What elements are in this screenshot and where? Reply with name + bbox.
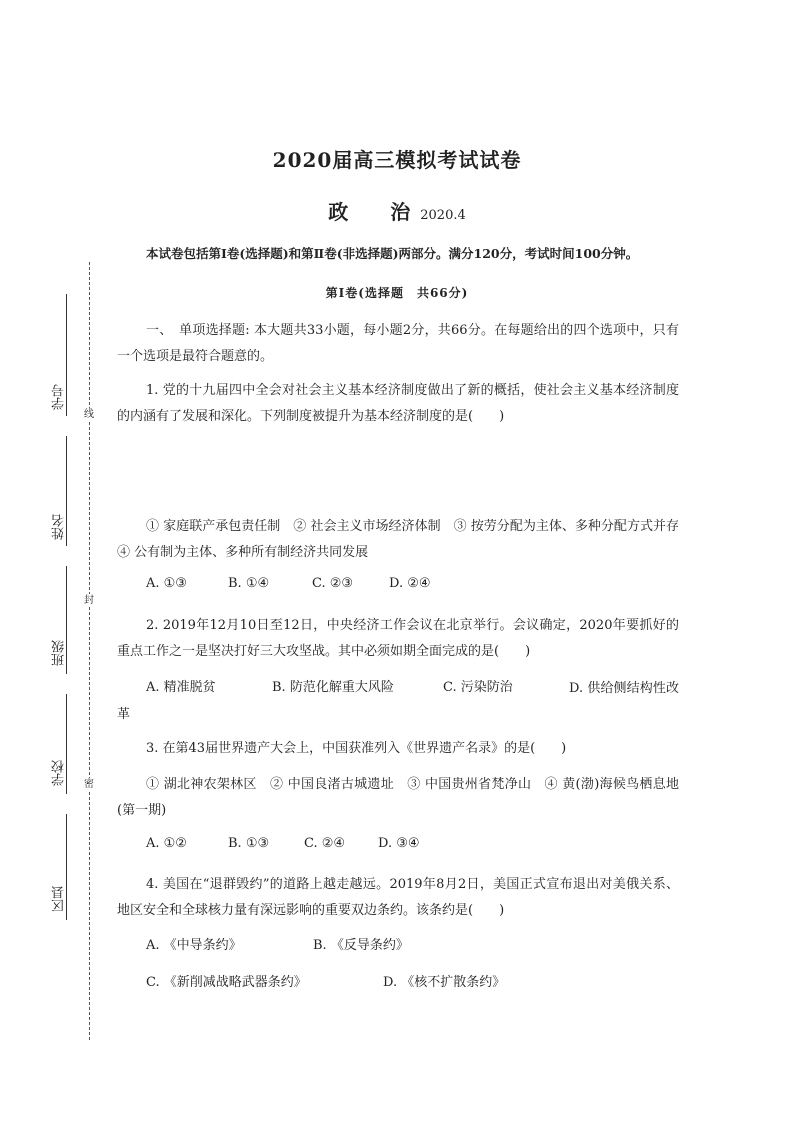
option-c: C. 《新削减战略武器条约》 bbox=[146, 975, 307, 990]
seal-char-line: 线 bbox=[84, 409, 94, 420]
question-4-options-row-2 bbox=[0, 971, 794, 993]
seal-dashed-line bbox=[89, 262, 90, 1040]
class-label: 班级 bbox=[52, 640, 67, 666]
section-heading: 第Ⅰ卷(选择题 共66分) bbox=[325, 286, 469, 300]
option-b: B. 防范化解重大风险 bbox=[272, 680, 394, 695]
option-a: A. ①② bbox=[146, 836, 187, 851]
question-1-stem: 1. 党的十九届四中全会对社会主义基本经济制度做出了新的概括，使社会主义基本经济制度的内涵有了发展和深化。下列制度被提升为基本经济制度的是( ) bbox=[117, 383, 679, 424]
option-a: A. ①③ bbox=[146, 576, 187, 591]
question-1-options bbox=[0, 576, 794, 598]
question-2-option-d: D. 供给侧结构性改革 bbox=[117, 681, 679, 722]
option-a: A. 精准脱贫 bbox=[146, 680, 216, 695]
question-3-stem: 3. 在第43届世界遗产大会上，中国获准列入《世界遗产名录》的是( ) bbox=[146, 741, 567, 756]
exam-date: 2020.4 bbox=[420, 208, 466, 223]
option-d: D. ③④ bbox=[378, 836, 420, 851]
option-b: B. 《反导条约》 bbox=[313, 938, 409, 953]
question-1-items: ① 家庭联产承包责任制 ② 社会主义市场经济体制 ③ 按劳分配为主体、多种分配方式并存 ④ 公有制为主体、多种所有制经济共同发展 bbox=[117, 519, 693, 560]
school-label: 学校 bbox=[52, 760, 67, 786]
name-label: 姓名 bbox=[52, 514, 67, 540]
option-b: B. ①④ bbox=[228, 576, 270, 591]
question-4-options-row-1 bbox=[0, 934, 794, 956]
option-d: D. 《核不扩散条约》 bbox=[383, 975, 506, 990]
option-a: A. 《中导条约》 bbox=[146, 938, 242, 953]
district-label: 区县 bbox=[52, 886, 67, 912]
subject-heading bbox=[0, 196, 794, 225]
question-3-options bbox=[0, 836, 794, 858]
option-c: C. 污染防治 bbox=[443, 680, 513, 695]
option-b: B. ①③ bbox=[228, 836, 270, 851]
instructions: 一、 单项选择题: 本大题共33小题，每小题2分，共66分。在每题给出的四个选项中，只有一个选项是最符合题意的。 bbox=[117, 323, 679, 364]
option-c: C. ②③ bbox=[312, 576, 354, 591]
exam-title: 2020届高三模拟考试试卷 bbox=[272, 148, 522, 172]
seal-char-secret: 密 bbox=[84, 779, 94, 790]
question-2-stem: 2. 2019年12月10日至12日，中央经济工作会议在北京举行。会议确定，2020年要抓好的重点工作之一是坚决打好三大攻坚战。其中必须如期全面完成的是( ) bbox=[117, 618, 679, 659]
option-c: C. ②④ bbox=[304, 836, 346, 851]
student-id-label: 学号 bbox=[52, 384, 67, 410]
option-d: D. ②④ bbox=[389, 576, 431, 591]
subject-char-1: 政 bbox=[328, 200, 349, 224]
exam-intro: 本试卷包括第Ⅰ卷(选择题)和第Ⅱ卷(非选择题)两部分。满分120分，考试时间100分钟。 bbox=[146, 246, 639, 261]
seal-char-seal: 封 bbox=[84, 595, 94, 606]
question-4-stem: 4. 美国在“退群毁约”的道路上越走越远。2019年8月2日，美国正式宣布退出对美俄关系、地区安全和全球核力量有深远影响的重要双边条约。该条约是( ) bbox=[117, 877, 679, 918]
subject-char-2: 治 bbox=[390, 200, 411, 224]
question-3-items: ① 湖北神农架林区 ② 中国良渚古城遗址 ③ 中国贵州省梵净山 ④ 黄(渤)海候鸟栖息地(第一期) bbox=[117, 777, 679, 818]
